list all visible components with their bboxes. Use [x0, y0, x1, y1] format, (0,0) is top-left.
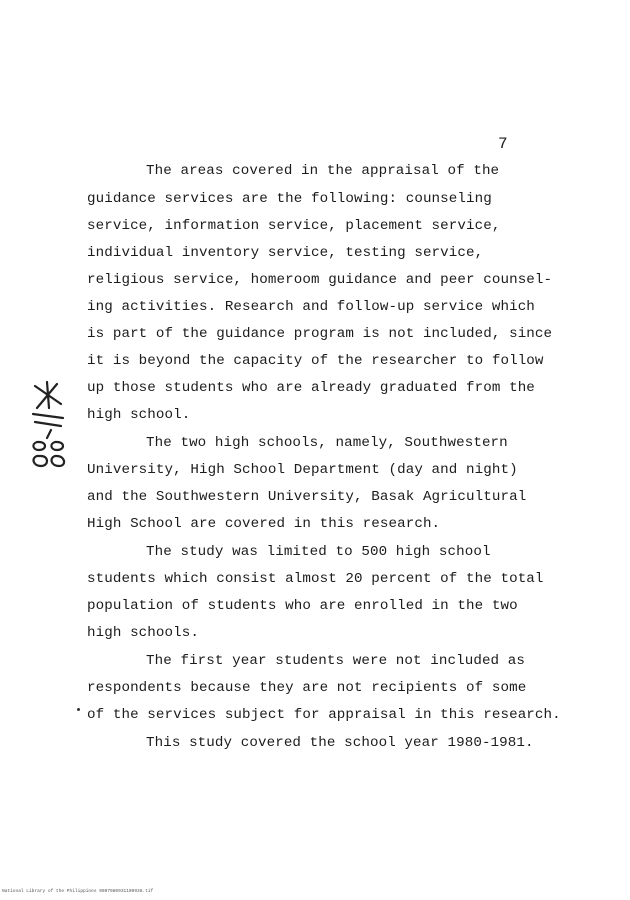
text-line: University, High School Department (day and night): [87, 462, 518, 478]
text-line: up those students who are already graduated from the: [87, 380, 535, 396]
text-line: it is beyond the capacity of the researcher to follow: [87, 353, 544, 369]
text-line: religious service, homeroom guidance and peer counsel-: [87, 272, 553, 288]
text-line: high schools.: [87, 625, 199, 641]
text-line: The first year students were not included as: [146, 653, 526, 669]
text-line: The study was limited to 500 high school: [146, 544, 491, 560]
text-line: high school.: [87, 407, 191, 423]
handwritten-margin-annotation: [27, 378, 77, 476]
text-line: population of students who are enrolled in the two: [87, 598, 518, 614]
text-line: ing activities. Research and follow-up service which: [87, 299, 535, 315]
text-line: and the Southwestern University, Basak Agricultural: [87, 489, 527, 505]
text-line: High School are covered in this research.: [87, 516, 441, 532]
text-line: of the services subject for appraisal in this research.: [87, 707, 561, 723]
text-line: This study covered the school year 1980-1981.: [146, 735, 534, 751]
text-line: individual inventory service, testing service,: [87, 245, 484, 261]
text-line: students which consist almost 20 percent of the total: [87, 571, 544, 587]
text-line: guidance services are the following: counseling: [87, 191, 492, 207]
archive-footer: National Library of the Philippines 0007080931100938.tif: [2, 889, 154, 894]
text-line: is part of the guidance program is not included, since: [87, 326, 553, 342]
page-number: 7: [498, 135, 508, 153]
text-line: The areas covered in the appraisal of the: [146, 163, 500, 179]
text-line: service, information service, placement service,: [87, 218, 501, 234]
scan-speck: [77, 708, 80, 711]
text-line: respondents because they are not recipients of some: [87, 680, 527, 696]
text-line: The two high schools, namely, Southwestern: [146, 435, 508, 451]
